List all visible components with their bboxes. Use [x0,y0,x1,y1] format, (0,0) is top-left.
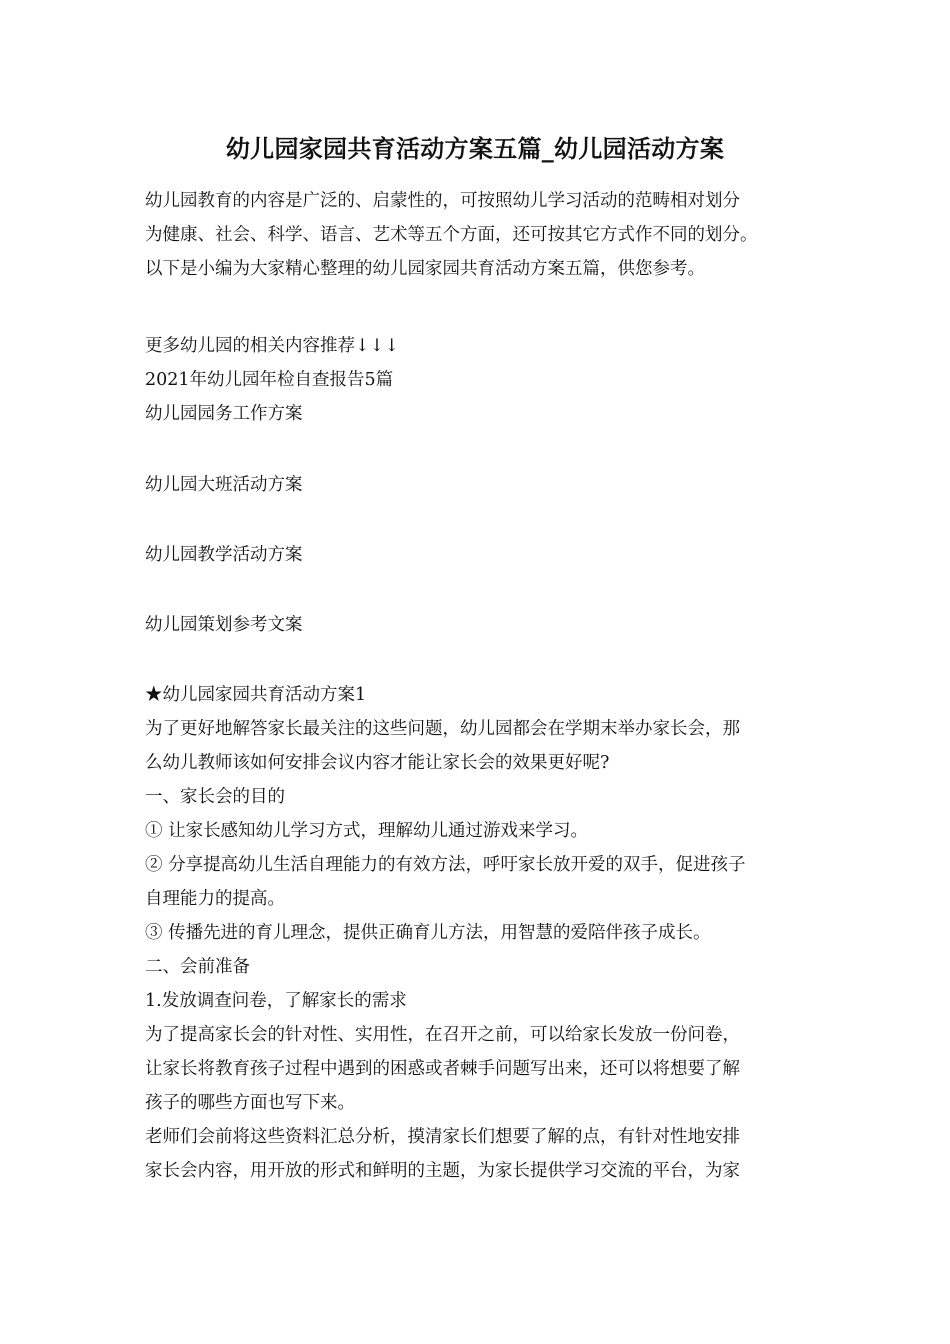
recommend-link[interactable]: 幼儿园教学活动方案 [145,545,303,565]
section-line: 让家长将教育孩子过程中遇到的困惑或者棘手问题写出来，还可以将想要了解 [145,1059,740,1079]
section-line: 自理能力的提高。 [145,889,285,909]
recommend-link[interactable]: 幼儿园策划参考文案 [145,615,303,635]
section-1 [145,678,815,1188]
section-subheading: 1.发放调查问卷，了解家长的需求 [145,991,407,1011]
document-title: 幼儿园家园共育活动方案五篇_幼儿园活动方案 [225,134,725,163]
recommend-link-row [145,538,815,572]
recommend-link-row [145,608,815,642]
intro-line: 为健康、社会、科学、语言、艺术等五个方面，还可按其它方式作不同的划分。 [145,225,758,245]
intro-line: 以下是小编为大家精心整理的幼儿园家园共育活动方案五篇，供您参考。 [145,259,705,279]
intro-paragraph [145,184,815,286]
section-line: ② 分享提高幼儿生活自理能力的有效方法，呼吁家长放开爱的双手，促进孩子 [145,855,746,875]
section-subheading: 一、家长会的目的 [145,787,285,807]
recommend-link[interactable]: 2021年幼儿园年检自查报告5篇 [145,370,394,390]
section-heading: ★幼儿园家园共育活动方案1 [145,685,367,705]
section-line: 么幼儿教师该如何安排会议内容才能让家长会的效果更好呢? [145,753,610,773]
recommend-link[interactable]: 幼儿园大班活动方案 [145,475,303,495]
recommend-block [145,329,815,431]
intro-line: 幼儿园教育的内容是广泛的、启蒙性的，可按照幼儿学习活动的范畴相对划分 [145,191,740,211]
section-line: 孩子的哪些方面也写下来。 [145,1093,355,1113]
section-line: 为了提高家长会的针对性、实用性，在召开之前，可以给家长发放一份问卷， [145,1025,740,1045]
section-line: 老师们会前将这些资料汇总分析，摸清家长们想要了解的点，有针对性地安排 [145,1127,740,1147]
section-line: ③ 传播先进的育儿理念，提供正确育儿方法，用智慧的爱陪伴孩子成长。 [145,923,711,943]
section-line: 为了更好地解答家长最关注的这些问题，幼儿园都会在学期末举办家长会，那 [145,719,740,739]
section-line: ① 让家长感知幼儿学习方式，理解幼儿通过游戏来学习。 [145,821,589,841]
section-subheading: 二、会前准备 [145,957,250,977]
section-line: 家长会内容，用开放的形式和鲜明的主题，为家长提供学习交流的平台，为家 [145,1161,740,1181]
recommend-link[interactable]: 幼儿园园务工作方案 [145,404,303,424]
recommend-link-row [145,468,815,502]
recommend-heading: 更多幼儿园的相关内容推荐↓↓↓ [145,336,399,356]
